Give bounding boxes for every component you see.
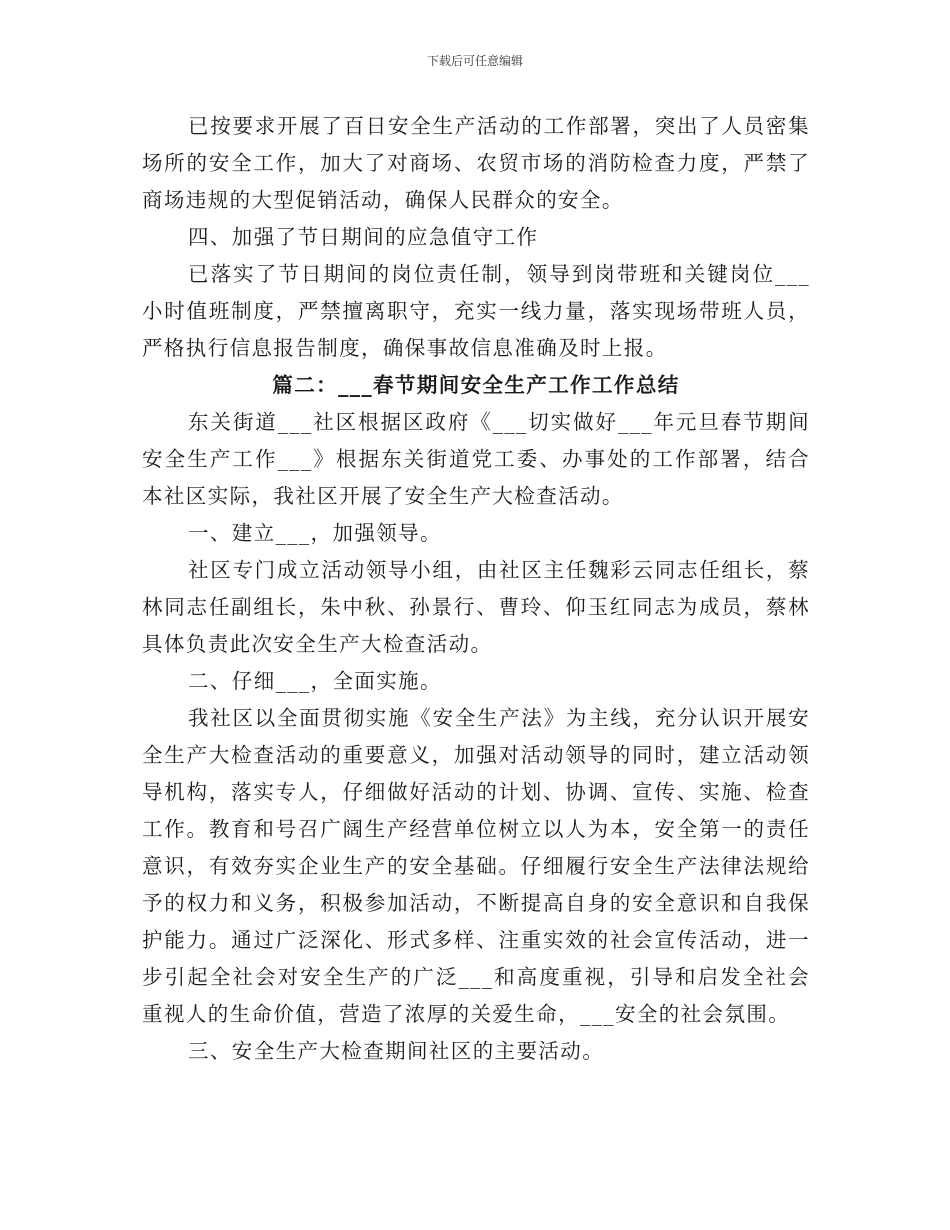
paragraph-intro: 东关街道___社区根据区政府《___切实做好___年元旦春节期间安全生产工作___》根据东关街道党工委、办事处的工作部署，结合本社区实际，我社区开展了安全生产大检查活动。 (142, 410, 810, 508)
section-heading-emergency-duty: 四、加强了节日期间的应急值守工作 (188, 225, 539, 249)
section-heading-main-activities: 三、安全生产大检查期间社区的主要活动。 (188, 1039, 605, 1063)
paragraph-safety-deployment: 已按要求开展了百日安全生产活动的工作部署，突出了人员密集场所的安全工作，加大了对商场、农贸市场的消防检查力度，严禁了商场违规的大型促销活动，确保人民群众的安全。 (142, 114, 810, 212)
paragraph-duty-system: 已落实了节日期间的岗位责任制，领导到岗带班和关键岗位___小时值班制度，严禁擅离职守，充实一线力量，落实现场带班人员，严格执行信息报告制度，确保事故信息准确及时上报。 (142, 262, 810, 360)
paragraph-implementation: 我社区以全面贯彻实施《安全生产法》为主线，充分认识开展安全生产大检查活动的重要意义，加强对活动领导的同时，建立活动领导机构，落实专人，仔细做好活动的计划、协调、宣传、实施、检查工作。教育和号召广阔生产经营单位树立以人为本，安全第一的责任意识，有效夯实企业生产的安全基础。仔细履行安全生产法律法规给予的权力和义务，积极参加活动，不断提高自身的安全意识和自我保护能力。通过广泛深化、形式多样、注重实效的社会宣传活动，进一步引起全社会对安全生产的广泛___和高度重视，引导和启发全社会重视人的生命价值，营造了浓厚的关爱生命，___安全的社会氛围。 (142, 706, 810, 1026)
paragraph-leadership-group: 社区专门成立活动领导小组，由社区主任魏彩云同志任组长，蔡林同志任副组长，朱中秋、孙景行、曹玲、仰玉红同志为成员，蔡林具体负责此次安全生产大检查活动。 (142, 558, 810, 656)
article-title: 篇二：___春节期间安全生产工作工作总结 (272, 373, 680, 397)
section-heading-leadership: 一、建立___，加强领导。 (188, 521, 442, 545)
document-body (142, 108, 810, 1070)
header-note: 下载后可任意编辑 (426, 54, 523, 68)
section-heading-implementation: 二、仔细___，全面实施。 (188, 669, 442, 693)
